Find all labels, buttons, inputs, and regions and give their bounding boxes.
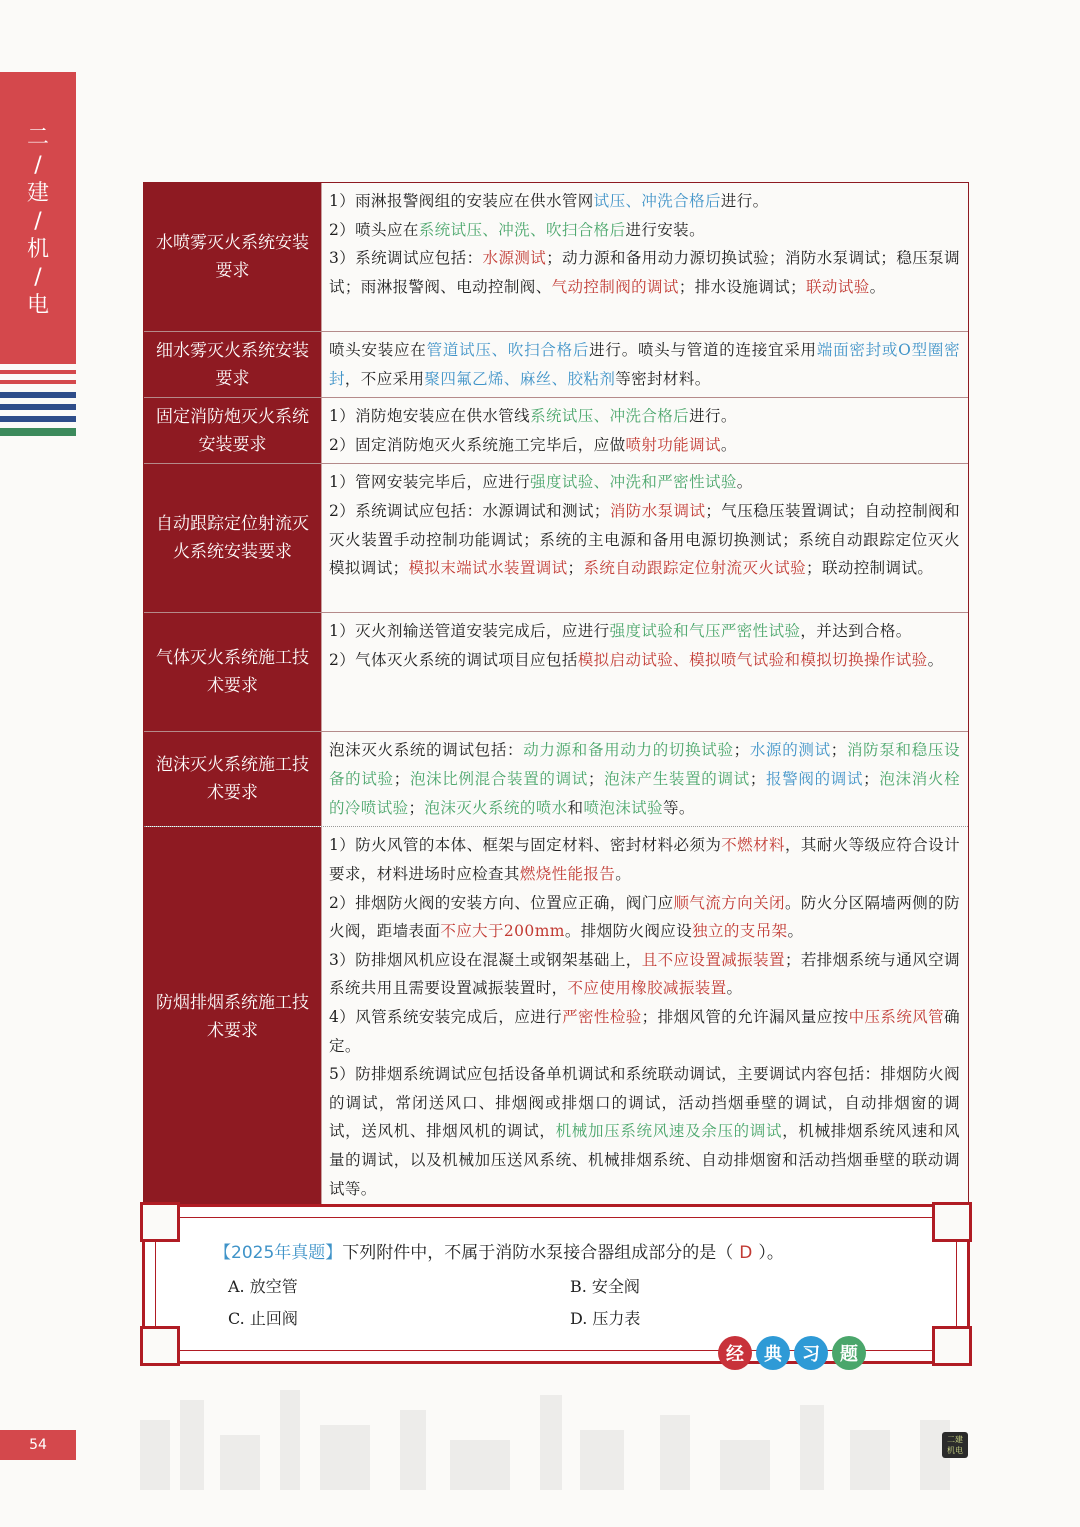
body-text: 5）防排烟系统调试应包括设备单机调试和系统联动调试，主要调试内容包括：排烟防火阀的调试，常闭送风口、排烟阀或排烟口的调试，活动挡烟垂壁的调试，自动排烟窗的调试，送风机、排烟风机的调试， <box>329 1065 960 1141</box>
row-content <box>322 827 968 1207</box>
decor-stripe <box>0 370 76 374</box>
body-text: ；排水设施调试； <box>678 277 807 296</box>
highlight-text: 消防水泵调试 <box>609 501 706 520</box>
highlight-text: 强度试验、冲洗和严密性试验 <box>530 473 737 492</box>
highlight-text: 中压系统风管 <box>848 1007 945 1026</box>
badge-char: 题 <box>832 1336 866 1370</box>
body-text: ； <box>408 798 425 817</box>
content-paragraph <box>329 244 960 301</box>
body-text: ，并达到合格。 <box>800 622 912 641</box>
table-row <box>144 183 968 331</box>
decor-stripe <box>0 392 76 398</box>
highlight-text: 泡沫消火栓的冷喷试验 <box>329 769 960 817</box>
frame-corner <box>140 1202 180 1242</box>
highlight-text: 泡沫灭火系统的喷水 <box>424 798 568 817</box>
table-row <box>144 826 968 1207</box>
tab-char: 建 <box>26 181 49 206</box>
highlight-text: 水源测试 <box>482 249 547 268</box>
series-logo: 二建 机电 <box>942 1432 968 1458</box>
body-text: ； <box>393 769 410 788</box>
highlight-text: 喷泡沫试验 <box>583 798 663 817</box>
highlight-text: 泡沫产生装置的调试 <box>603 769 750 788</box>
highlight-text: 强度试验和气压严密性试验 <box>609 622 801 641</box>
highlight-text: 试压、冲洗合格后 <box>593 192 721 210</box>
body-text: ；联动控制调试。 <box>806 559 934 578</box>
highlight-text: 且不应设置减振装置 <box>641 950 785 969</box>
question-text: 下列附件中，不属于消防水泵接合器组成部分的是（ <box>342 1243 734 1263</box>
highlight-text: 联动试验 <box>806 277 870 296</box>
question-close: ）。 <box>758 1243 784 1263</box>
content-paragraph <box>329 1003 960 1060</box>
body-text: 。 <box>736 473 753 492</box>
highlight-text: 严密性检验 <box>562 1007 642 1026</box>
body-text: 。排烟防火阀应设 <box>564 922 693 941</box>
row-content <box>322 332 968 397</box>
row-category: 泡沫灭火系统施工技术要求 <box>144 732 322 826</box>
body-text: 。 <box>726 979 743 998</box>
highlight-text: 不燃材料 <box>721 836 785 855</box>
table-row <box>144 731 968 826</box>
row-category: 水喷雾灭火系统安装要求 <box>144 183 322 331</box>
body-text: 。 <box>720 435 737 454</box>
badge-char: 典 <box>756 1336 790 1370</box>
body-text: ； <box>749 769 766 788</box>
frame-corner <box>140 1326 180 1366</box>
content-paragraph <box>329 831 960 888</box>
frame-corner <box>932 1202 972 1242</box>
highlight-text: 动力源和备用动力的切换试验 <box>523 741 734 760</box>
highlight-text: 消防泵和稳压设备的试验 <box>329 741 960 788</box>
content-paragraph <box>329 336 960 393</box>
body-text: 3）系统调试应包括： <box>329 249 483 268</box>
tab-char: 二 <box>26 125 49 150</box>
highlight-text: 系统试压、冲洗、吹扫合格后 <box>418 220 626 239</box>
body-text: ，不应采用 <box>344 369 425 388</box>
highlight-text: 报警阀的调试 <box>765 769 864 788</box>
content-paragraph <box>329 646 960 675</box>
content-paragraph <box>329 497 960 583</box>
answer: D <box>739 1243 753 1263</box>
body-text: 。 <box>787 922 804 941</box>
row-content <box>322 398 968 463</box>
table-row <box>144 331 968 397</box>
highlight-text: 系统自动跟踪定位射流灭火试验 <box>583 559 807 578</box>
body-text: 1）防火风管的本体、框架与固定材料、密封材料必须为 <box>329 836 722 855</box>
tab-char: / <box>34 153 42 178</box>
body-text: 和 <box>567 798 584 817</box>
table-row <box>144 463 968 612</box>
highlight-text: 不应大于200mm <box>440 922 565 941</box>
page-number: 54 <box>0 1430 76 1460</box>
body-text: ；若排烟系统与通风空调系统共用且需要设置减振装置时， <box>329 950 960 998</box>
body-text: 3）防排烟风机应设在混凝土或钢架基础上， <box>329 950 642 969</box>
table-row <box>144 612 968 731</box>
body-text: ；气压稳压装置调试；自动控制阀和灭火装置手动控制功能调试；系统的主电源和备用电源切换测试；系统自动跟踪定位灭火模拟调试； <box>329 501 960 578</box>
content-paragraph <box>329 431 960 460</box>
highlight-text: 端面密封或O型圈密封 <box>329 341 960 388</box>
body-text: 2）喷头应在 <box>329 220 419 239</box>
body-text: 2）排烟防火阀的安装方向、位置应正确，阀门应 <box>329 893 674 912</box>
body-text: 1）灭火剂输送管道安装完成后，应进行 <box>329 622 610 641</box>
highlight-text: 聚四氟乙烯、麻丝、胶粘剂 <box>424 369 616 388</box>
highlight-text: 模拟启动试验、模拟喷气试验和模拟切换操作试验 <box>577 650 928 669</box>
body-text: 进行。 <box>720 192 769 210</box>
content-paragraph <box>329 402 960 431</box>
body-text: 2）气体灭火系统的调试项目应包括 <box>329 650 578 669</box>
option-d: D. 压力表 <box>570 1309 641 1328</box>
option-b: B. 安全阀 <box>570 1277 640 1296</box>
highlight-text: 不应使用橡胶减振装置 <box>567 979 727 998</box>
body-text: 喷头安装应在 <box>329 341 427 359</box>
body-text: 1）雨淋报警阀组的安装应在供水管网 <box>329 192 594 210</box>
decor-stripe <box>0 416 76 422</box>
content-paragraph <box>329 736 960 822</box>
row-content <box>322 464 968 612</box>
row-category: 防烟排烟系统施工技术要求 <box>144 827 322 1207</box>
content-paragraph <box>329 889 960 946</box>
body-text: 确定。 <box>329 1007 960 1055</box>
row-category: 自动跟踪定位射流灭火系统安装要求 <box>144 464 322 612</box>
highlight-text: 气动控制阀的调试 <box>551 277 679 296</box>
frame-corner <box>932 1326 972 1366</box>
highlight-text: 水源的测试 <box>749 741 831 760</box>
content-paragraph <box>329 468 960 497</box>
row-content <box>322 613 968 731</box>
tab-char: / <box>34 265 42 290</box>
content-paragraph <box>329 617 960 646</box>
content-paragraph <box>329 1060 960 1203</box>
body-text: 。 <box>927 650 944 669</box>
decor-stripe <box>0 428 76 436</box>
tab-char: 电 <box>26 293 49 318</box>
body-text: 。 <box>615 864 632 883</box>
highlight-text: 管道试压、吹扫合格后 <box>426 341 590 359</box>
body-text: 。 <box>869 277 886 296</box>
body-text: 等。 <box>662 798 695 817</box>
chapter-tab <box>0 72 76 364</box>
table-row <box>144 397 968 463</box>
body-text: 1）管网安装完毕后，应进行 <box>329 473 531 492</box>
exam-tag: 【2025年真题】 <box>214 1243 343 1263</box>
content-paragraph <box>329 216 960 245</box>
requirements-table <box>143 182 969 1208</box>
body-text: ，其耐火等级应符合设计要求，材料进场时应检查其 <box>329 836 960 883</box>
body-text: 泡沫灭火系统的调试包括： <box>329 741 524 760</box>
skyline-watermark <box>100 1380 1000 1490</box>
badge-char: 经 <box>718 1336 752 1370</box>
badge-char: 习 <box>794 1336 828 1370</box>
tab-char: / <box>34 209 42 234</box>
tab-char: 机 <box>26 237 49 262</box>
option-c: C. 止回阀 <box>228 1309 298 1328</box>
decor-stripe <box>0 380 76 384</box>
body-text: 进行。喷头与管道的连接宜采用 <box>589 341 817 359</box>
body-text: 。防火分区隔墙两侧的防火阀，距墙表面 <box>329 893 960 941</box>
body-text: ；动力源和备用动力源切换试验；消防水泵调试；稳压泵调试；雨淋报警阀、电动控制阀、 <box>329 249 960 296</box>
highlight-text: 泡沫比例混合装置的调试 <box>409 769 588 788</box>
highlight-text: 机械加压系统风速及余压的调试 <box>555 1122 783 1141</box>
body-text: ；排烟风管的允许漏风量应按 <box>641 1007 849 1026</box>
row-category: 气体灭火系统施工技术要求 <box>144 613 322 731</box>
row-category: 细水雾灭火系统安装要求 <box>144 332 322 397</box>
content-paragraph <box>329 187 960 216</box>
body-text: 等密封材料。 <box>615 369 711 388</box>
row-content <box>322 732 968 826</box>
body-text: 2）系统调试应包括：水源调试和测试； <box>329 501 610 520</box>
highlight-text: 系统试压、冲洗合格后 <box>530 407 690 426</box>
content-paragraph <box>329 946 960 1003</box>
body-text: ，机械排烟系统风速和风量的调试，以及机械加压送风系统、机械排烟系统、自动排烟窗和活动挡烟垂壁的联动调试等。 <box>329 1122 960 1198</box>
body-text: ； <box>863 769 880 788</box>
row-category: 固定消防炮灭火系统安装要求 <box>144 398 322 463</box>
decor-stripe <box>0 404 76 410</box>
body-text: ； <box>587 769 604 788</box>
body-text: 1）消防炮安装应在供水管线 <box>329 407 531 426</box>
row-content <box>322 183 968 331</box>
highlight-text: 顺气流方向关闭 <box>673 893 785 912</box>
highlight-text: 燃烧性能报告 <box>519 864 616 883</box>
exercise-question <box>214 1238 784 1263</box>
body-text: ； <box>830 741 847 760</box>
body-text: ； <box>567 559 584 578</box>
body-text: ； <box>733 741 750 760</box>
highlight-text: 模拟末端试水装置调试 <box>408 559 568 578</box>
highlight-text: 独立的支吊架 <box>692 922 788 941</box>
body-text: 进行安装。 <box>625 220 705 239</box>
highlight-text: 喷射功能调试 <box>625 435 721 454</box>
body-text: 进行。 <box>689 407 737 426</box>
body-text: 2）固定消防炮灭火系统施工完毕后，应做 <box>329 435 626 454</box>
classic-exercise-badge <box>718 1336 866 1370</box>
body-text: 4）风管系统安装完成后，应进行 <box>329 1007 563 1026</box>
option-a: A. 放空管 <box>228 1277 298 1296</box>
